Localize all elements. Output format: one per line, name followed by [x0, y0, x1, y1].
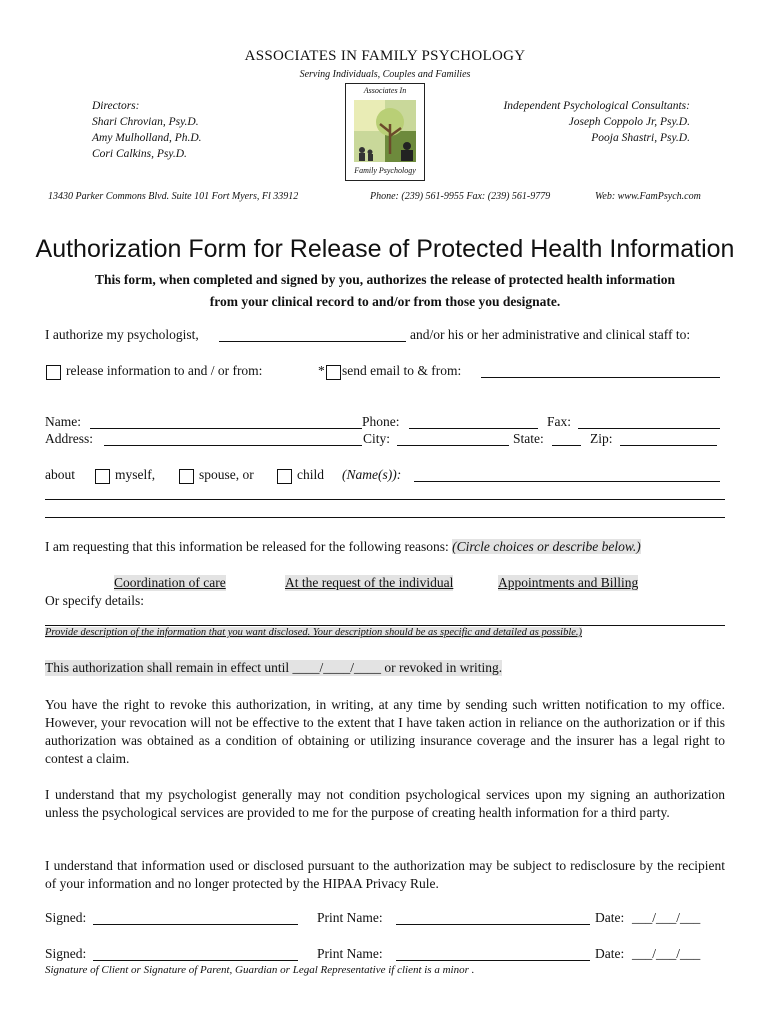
address-label: Address:: [45, 431, 93, 446]
spouse-checkbox[interactable]: [179, 469, 194, 484]
date-field-2[interactable]: ___/___/___: [632, 946, 701, 961]
psychologist-name-field[interactable]: [219, 341, 406, 342]
form-title: Authorization Form for Release of Protected Health Information: [35, 235, 735, 263]
reason-coordination-of-care[interactable]: Coordination of care: [114, 575, 226, 590]
effective-until-text: This authorization shall remain in effect until ____/____/____ or revoked in writing.: [45, 660, 503, 675]
reasons-text: I am requesting that this information be released for the following reasons:: [45, 539, 449, 554]
directors-block: [92, 98, 202, 162]
print-name-field-2[interactable]: [396, 960, 590, 961]
about-label: about: [45, 467, 75, 482]
names-continuation-line[interactable]: [45, 517, 725, 518]
form-intro-line-1: This form, when completed and signed by you, authorizes the release of protected health information: [95, 272, 675, 287]
authorize-staff-label: and/or his or her administrative and clinical staff to:: [410, 327, 691, 342]
signature-footnote: Signature of Client or Signature of Parent, Guardian or Legal Representative if client is a minor .: [45, 964, 475, 976]
authorize-label: I authorize my psychologist,: [45, 327, 199, 342]
describe-hint: Provide description of the information that you want disclosed. Your description should be as specific and detailed as possible.): [45, 627, 583, 638]
send-email-label: send email to & from:: [342, 363, 462, 378]
spouse-label: spouse, or: [199, 467, 254, 482]
reasons-intro: [45, 539, 641, 555]
signature-field-2[interactable]: [93, 960, 298, 961]
consultants-label: Independent Psychological Consultants:: [503, 100, 690, 112]
fax-label: Fax:: [547, 414, 572, 429]
names-continuation-line[interactable]: [45, 499, 725, 500]
signed-label: Signed:: [45, 946, 87, 961]
myself-label: myself,: [115, 467, 156, 482]
recipient-phone-field[interactable]: [409, 428, 538, 429]
name-label: Name:: [45, 414, 81, 429]
recipient-state-field[interactable]: [552, 445, 581, 446]
phone-label: Phone:: [362, 414, 400, 429]
recipient-name-field[interactable]: [90, 428, 362, 429]
myself-checkbox[interactable]: [95, 469, 110, 484]
recipient-address-field[interactable]: [104, 445, 362, 446]
director-name: Cori Calkins, Psy.D.: [92, 148, 187, 160]
child-label: child: [297, 467, 324, 482]
practice-phone-fax: Phone: (239) 561-9955 Fax: (239) 561-9779: [370, 191, 551, 202]
practice-web: Web: www.FamPsych.com: [595, 191, 701, 202]
names-label: (Name(s)):: [342, 467, 402, 482]
signed-label: Signed:: [45, 910, 87, 925]
print-name-label: Print Name:: [317, 946, 383, 961]
revoke-paragraph: You have the right to revoke this authorization, in writing, at any time by sending such written notification to my office. However, your revocation will not be effective to the extent that I have taken action in reliance on the authorization or if this authorization was obtained as a condition of obtaining or utilizing insurance coverage and the insurer has a legal right to contest a claim.: [45, 697, 725, 766]
recipient-fax-field[interactable]: [578, 428, 720, 429]
zip-label: Zip:: [590, 431, 613, 446]
reason-request-of-individual[interactable]: At the request of the individual: [285, 575, 454, 590]
names-field[interactable]: [414, 481, 720, 482]
print-name-field-1[interactable]: [396, 924, 590, 925]
release-info-checkbox[interactable]: [46, 365, 61, 380]
state-label: State:: [513, 431, 544, 446]
reasons-hint: (Circle choices or describe below.): [452, 539, 641, 554]
date-label: Date:: [595, 910, 625, 925]
logo-bottom-text: Family Psychology: [354, 166, 416, 175]
print-name-label: Print Name:: [317, 910, 383, 925]
recipient-zip-field[interactable]: [620, 445, 717, 446]
signature-field-1[interactable]: [93, 924, 298, 925]
director-name: Amy Mulholland, Ph.D.: [92, 132, 202, 144]
redisclosure-paragraph: I understand that information used or disclosed pursuant to the authorization may be subject to redisclosure by the recipient of your information and no longer protected by the HIPAA Privacy Rule.: [45, 858, 725, 891]
specify-details-label: Or specify details:: [45, 593, 144, 608]
practice-address: 13430 Parker Commons Blvd. Suite 101 Fort Myers, Fl 33912: [48, 191, 299, 202]
logo-top-text: Associates In: [363, 86, 407, 95]
child-checkbox[interactable]: [277, 469, 292, 484]
consultant-name: Pooja Shastri, Psy.D.: [591, 132, 690, 144]
form-intro-line-2: from your clinical record to and/or from those you designate.: [209, 294, 561, 309]
directors-label: Directors:: [92, 100, 140, 112]
city-label: City:: [363, 431, 391, 446]
email-field[interactable]: [481, 377, 720, 378]
consultants-block: [503, 98, 690, 146]
org-tagline: Serving Individuals, Couples and Families: [299, 69, 471, 80]
send-email-checkbox[interactable]: [326, 365, 341, 380]
recipient-city-field[interactable]: [397, 445, 509, 446]
org-name: ASSOCIATES IN FAMILY PSYCHOLOGY: [244, 48, 526, 64]
release-info-label: release information to and / or from:: [66, 363, 263, 378]
practice-logo: [345, 83, 425, 181]
director-name: Shari Chrovian, Psy.D.: [92, 116, 199, 128]
condition-paragraph: I understand that my psychologist generally may not condition psychological services upon my signing an authorization unless the psychological services are provided to me for the purpose of creating health information for a third party.: [45, 787, 725, 820]
consultant-name: Joseph Coppolo Jr, Psy.D.: [568, 116, 690, 128]
date-field-1[interactable]: ___/___/___: [632, 910, 701, 925]
details-field[interactable]: [45, 625, 725, 626]
reason-appointments-billing[interactable]: Appointments and Billing: [498, 575, 639, 590]
date-label: Date:: [595, 946, 625, 961]
email-asterisk: *: [318, 363, 325, 378]
